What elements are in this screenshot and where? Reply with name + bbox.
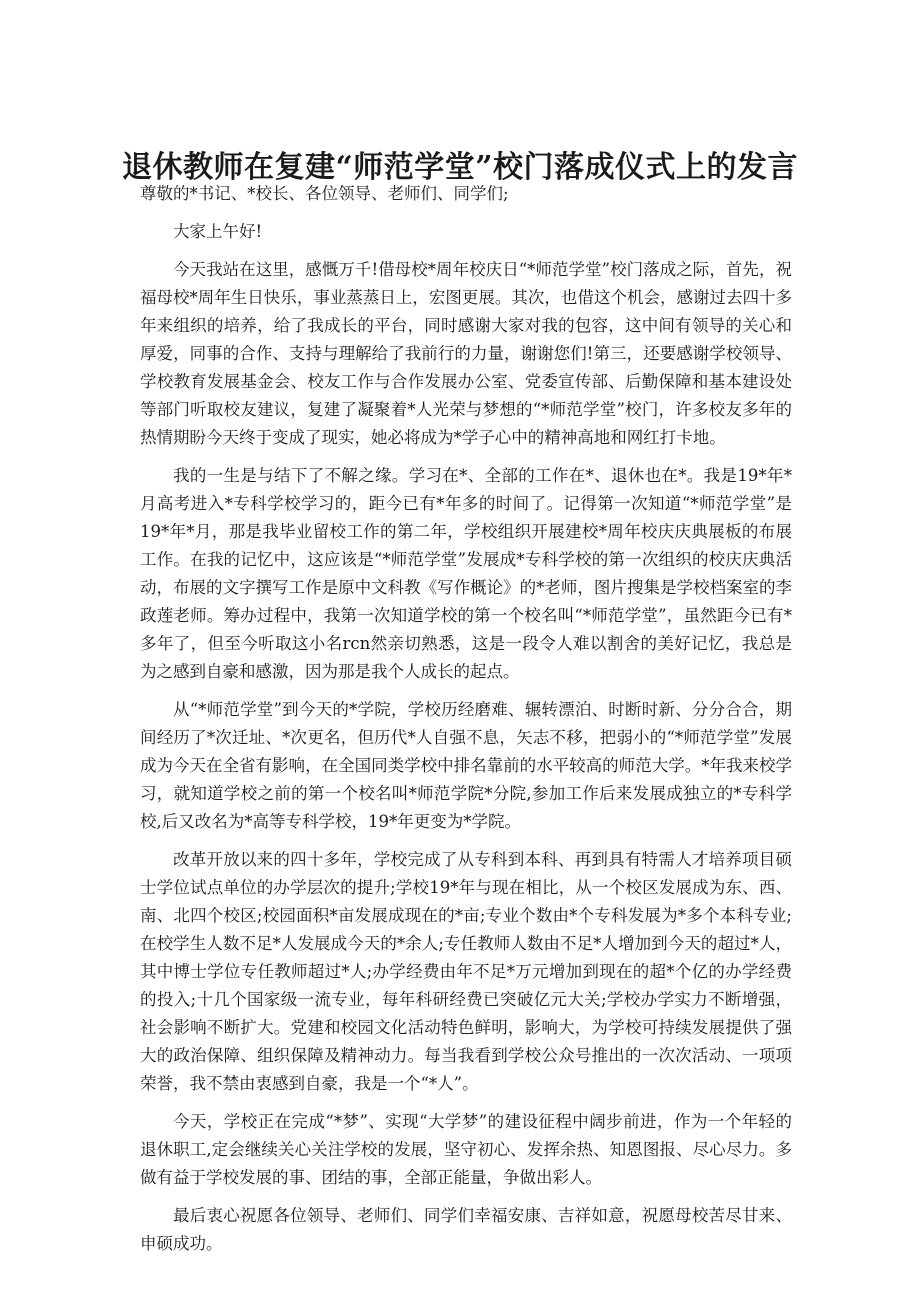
salutation: 尊敬的*书记、*校长、各位领导、老师们、同学们; <box>140 184 509 203</box>
paragraph-4: 改革开放以来的四十多年，学校完成了从专科到本科、再到具有特需人才培养项目硕士学位试点单位的办学层次的提升;学校19*年与现在相比，从一个校区发展成为东、西、南、北四个校区;校园面积*亩发展成现在的*亩;专业个数由*个专科发展为*多个本科专业;在校学生人数不足*人发展成今天的*余人;专任教师人数由不足*人增加到今天的超过*人，其中博士学位专任教师超过*人;办学经费由年不足*万元增加到现在的超*个亿的办学经费的投入;十几个国家级一流专业，每年科研经费已突破亿元大关;学校办学实力不断增强，社会影响不断扩大。党建和校园文化活动特色鲜明，影响大，为学校可持续发展提供了强大的政治保障、组织保障及精神动力。每当我看到学校公众号推出的一次次活动、一项项荣誉，我不禁由衷感到自豪，我是一个“*人”。 <box>140 850 792 1093</box>
paragraph-2: 我的一生是与结下了不解之缘。学习在*、全部的工作在*、退休也在*。我是19*年*月高考进入*专科学校学习的，距今已有*年多的时间了。记得第一次知道“*师范学堂”是19*年*月，那是我毕业留校工作的第二年，学校组织开展建校*周年校庆庆典展板的布展工作。在我的记忆中，这应该是“*师范学堂”发展成*专科学校的第一次组织的校庆庆典活动，布展的文字撰写工作是原中文科教《写作概论》的*老师，图片搜集是学校档案室的李政莲老师。筹办过程中，我第一次知道学校的第一个校名叫“*师范学堂”，虽然距今已有*多年了，但至今听取这小名rcn然亲切熟悉，这是一段令人难以割舍的美好记忆，我总是为之感到自豪和感激，因为那是我个人成长的起点。 <box>140 466 792 681</box>
document-title: 退休教师在复建“师范学堂”校门落成仪式上的发言 <box>121 150 798 186</box>
paragraph-1: 今天我站在这里，感慨万千!借母校*周年校庆日“*师范学堂”校门落成之际，首先，祝福母校*周年生日快乐，事业蒸蒸日上，宏图更展。其次，也借这个机会，感谢过去四十多年来组织的培养，给了我成长的平台，同时感谢大家对我的包容，这中间有领导的关心和厚爱，同事的合作、支持与理解给了我前行的力量，谢谢您们!第三，还要感谢学校领导、学校教育发展基金会、校友工作与合作发展办公室、党委宣传部、后勤保障和基本建设处等部门听取校友建议，复建了凝聚着*人光荣与梦想的“*师范学堂”校门，许多校友多年的热情期盼今天终于变成了现实，她必将成为*学子心中的精神高地和网红打卡地。 <box>140 260 792 447</box>
greeting: 大家上午好! <box>173 222 263 241</box>
paragraph-5: 今天，学校正在完成“*梦”、实现“大学梦”的建设征程中阔步前进，作为一个年轻的退休职工,定会继续关心关注学校的发展，坚守初心、发挥余热、知恩图报、尽心尽力。多做有益于学校发展的事、团结的事，全部正能量，争做出彩人。 <box>140 1112 792 1187</box>
paragraph-6: 最后衷心祝愿各位领导、老师们、同学们幸福安康、吉祥如意，祝愿母校苦尽甘来、申硕成功。 <box>140 1206 792 1253</box>
paragraph-3: 从“*师范学堂”到今天的*学院，学校历经磨难、辗转漂泊、时断时新、分分合合，期间经历了*次迁址、*次更名，但历代*人自强不息，矢志不移，把弱小的“*师范学堂”发展成为今天在全省有影响，在全国同类学校中排名靠前的水平较高的师范大学。*年我来校学习，就知道学校之前的第一个校名叫*师范学院*分院,参加工作后来发展成独立的*专科学校,后又改名为*高等专科学校，19*年更变为*学院。 <box>140 700 792 831</box>
document-body <box>140 180 792 1268</box>
